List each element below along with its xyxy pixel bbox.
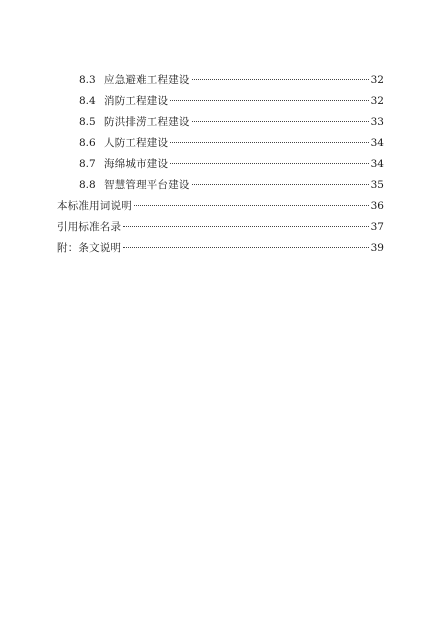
toc-entry-page: 39: [370, 242, 384, 254]
toc-entry-number: 8.5: [79, 116, 96, 128]
toc-leader-dots: [134, 204, 369, 206]
toc-entry-title: 智慧管理平台建设: [104, 179, 190, 191]
toc-leader-dots: [123, 246, 368, 248]
toc-entry-title: 防洪排涝工程建设: [104, 116, 190, 128]
toc-leader-dots: [170, 141, 368, 143]
toc-entry-page: 34: [370, 137, 384, 149]
toc-entry-number: 8.7: [79, 158, 96, 170]
toc-leader-dots: [123, 225, 368, 227]
toc-leader-dots: [170, 162, 368, 164]
toc-entry-number: 8.8: [79, 179, 96, 191]
toc-entry-8-7[interactable]: [79, 154, 384, 174]
toc-entry-page: 32: [370, 95, 384, 107]
toc-entry-8-4[interactable]: [79, 91, 384, 111]
toc-entry-title: 附：条文说明: [57, 242, 122, 254]
toc-leader-dots: [192, 78, 369, 80]
toc-entry-page: 32: [370, 74, 384, 86]
toc-leader-dots: [192, 183, 369, 185]
toc-entry-clause-explanation[interactable]: [57, 238, 384, 258]
toc-leader-dots: [192, 120, 369, 122]
toc-entry-number: 8.6: [79, 137, 96, 149]
toc-entry-title: 消防工程建设: [104, 95, 169, 107]
toc-entry-8-5[interactable]: [79, 112, 384, 132]
toc-entry-8-3[interactable]: [79, 70, 384, 90]
toc-entry-8-6[interactable]: [79, 133, 384, 153]
toc-entry-title: 海绵城市建设: [104, 158, 169, 170]
toc-entry-title: 应急避难工程建设: [104, 74, 190, 86]
toc-entry-title: 人防工程建设: [104, 137, 169, 149]
toc-entry-8-8[interactable]: [79, 175, 384, 195]
toc-entry-title: 引用标准名录: [57, 221, 122, 233]
toc-leader-dots: [170, 99, 368, 101]
toc-entry-number: 8.3: [79, 74, 96, 86]
toc-entry-page: 33: [370, 116, 384, 128]
toc-entry-title: 本标准用词说明: [57, 200, 132, 212]
toc-entry-page: 37: [370, 221, 384, 233]
toc-entry-page: 36: [370, 200, 384, 212]
toc-entry-terms-explanation[interactable]: [57, 196, 384, 216]
toc-entry-number: 8.4: [79, 95, 96, 107]
toc-entry-page: 35: [370, 179, 384, 191]
toc-entry-referenced-standards[interactable]: [57, 217, 384, 237]
toc-entry-page: 34: [370, 158, 384, 170]
